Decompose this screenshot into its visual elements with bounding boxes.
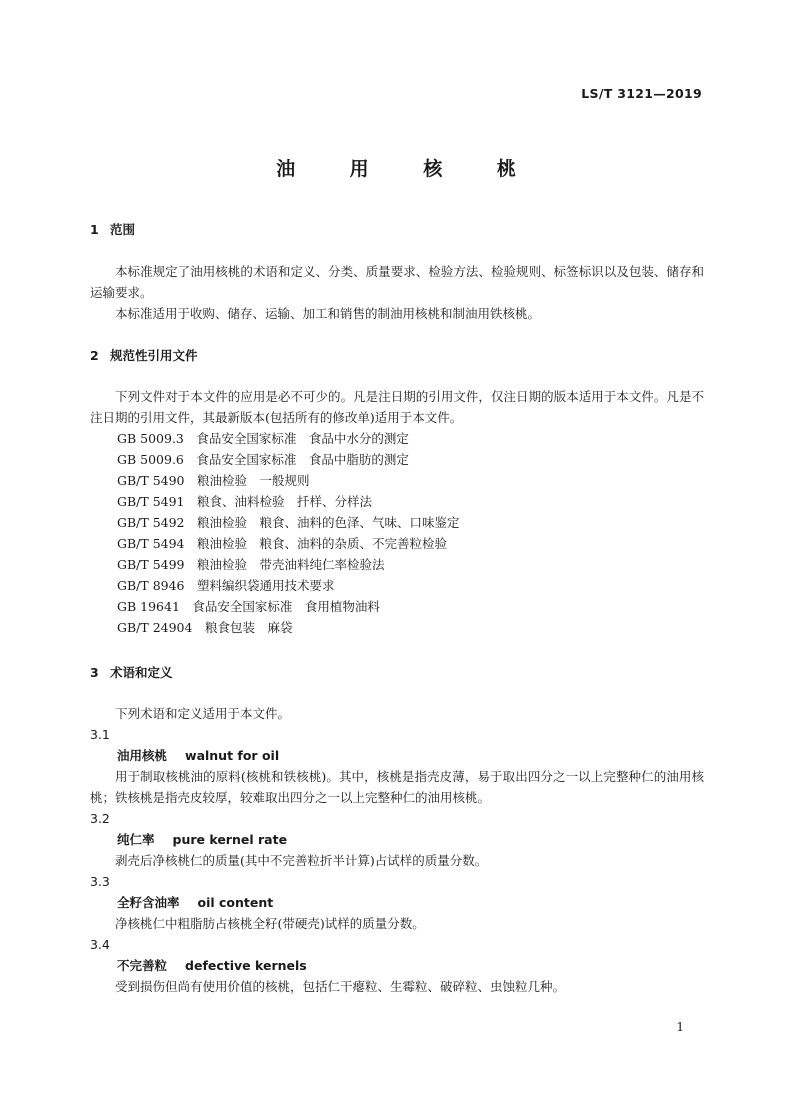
section-heading [90,345,704,366]
section-1 [90,219,704,240]
reference-item: GB/T 8946 塑料编织袋通用技术要求 [117,578,335,593]
term-name-cn: 纯仁率 [117,832,155,847]
term-definition: 剥壳后净核桃仁的质量(其中不完善粒折半计算)占试样的质量分数。 [115,853,488,868]
term-name [90,892,704,913]
section-heading [90,662,704,683]
reference-item: GB 19641 食品安全国家标准 食用植物油料 [117,599,380,614]
reference-item: GB/T 5491 粮食、油料检验 扦样、分样法 [117,494,373,509]
term-name-cn: 不完善粒 [117,958,168,973]
section-title: 规范性引用文件 [110,348,198,363]
term-name [90,955,704,976]
section-3-body [90,703,704,997]
document-title: 油 用 核 桃 [276,158,540,180]
section-number: 1 [90,222,99,237]
term-definition: 净核桃仁中粗脂肪占核桃全籽(带硬壳)试样的质量分数。 [115,916,425,931]
paragraph: 本标准适用于收购、储存、运输、加工和销售的制油用核桃和制油用铁核桃。 [115,306,541,321]
term-number: 3.2 [90,811,110,826]
page-number: 1 [676,1020,684,1034]
term-name [90,829,704,850]
term-number: 3.3 [90,874,110,889]
reference-item: GB 5009.3 食品安全国家标准 食品中水分的测定 [117,431,409,446]
term-definition: 用于制取核桃油的原料(核桃和铁核桃)。其中，核桃是指壳皮薄，易于取出四分之一以上完整种仁的油用核桃；铁核桃是指壳皮较厚，较难取出四分之一以上完整种仁的油用核桃。 [90,769,704,805]
section-title: 术语和定义 [110,665,173,680]
term-name [90,745,704,766]
term-number: 3.1 [90,727,110,742]
paragraph: 下列文件对于本文件的应用是必不可少的。凡是注日期的引用文件，仅注日期的版本适用于本文件。凡是不注日期的引用文件，其最新版本(包括所有的修改单)适用于本文件。 [90,389,704,425]
reference-item: GB/T 5494 粮油检验 粮食、油料的杂质、不完善粒检验 [117,536,448,551]
section-2 [90,345,704,366]
term-name-en: walnut for oil [185,748,280,763]
term-name-en: defective kernels [185,958,307,973]
section-number: 2 [90,348,99,363]
section-1-body [90,261,704,324]
section-title: 范围 [110,222,136,237]
section-heading [90,219,704,240]
reference-item: GB/T 24904 粮食包装 麻袋 [117,620,293,635]
section-2-body [90,386,704,638]
reference-item: GB/T 5490 粮油检验 一般规则 [117,473,310,488]
section-3 [90,662,704,683]
term-name-cn: 全籽含油率 [117,895,180,910]
reference-item: GB 5009.6 食品安全国家标准 食品中脂肪的测定 [117,452,409,467]
term-name-en: pure kernel rate [172,832,288,847]
term-name-en: oil content [197,895,274,910]
section-number: 3 [90,665,99,680]
standard-code: LS/T 3121—2019 [581,86,702,101]
term-definition: 受到损伤但尚有使用价值的核桃，包括仁干瘪粒、生霉粒、破碎粒、虫蚀粒几种。 [115,979,566,994]
term-name-cn: 油用核桃 [117,748,168,763]
paragraph: 下列术语和定义适用于本文件。 [115,706,291,721]
term-number: 3.4 [90,937,110,952]
paragraph: 本标准规定了油用核桃的术语和定义、分类、质量要求、检验方法、检验规则、标签标识以及包装、储存和运输要求。 [90,264,704,300]
reference-item: GB/T 5499 粮油检验 带壳油料纯仁率检验法 [117,557,385,572]
reference-item: GB/T 5492 粮油检验 粮食、油料的色泽、气味、口味鉴定 [117,515,460,530]
